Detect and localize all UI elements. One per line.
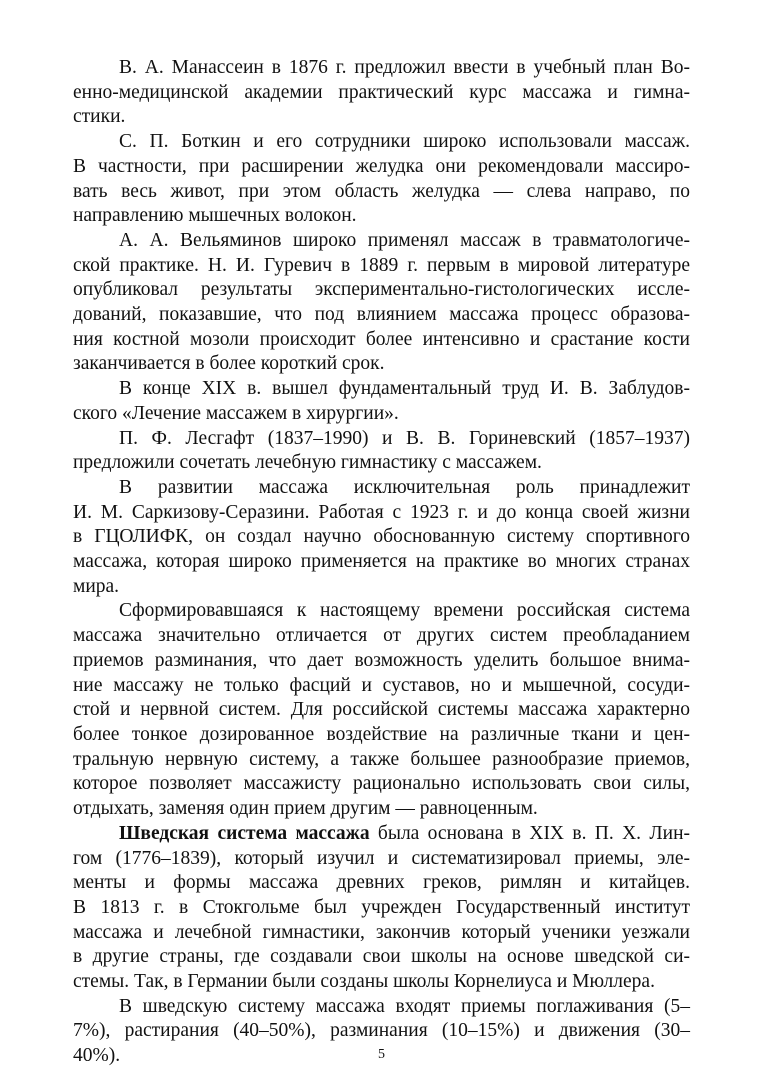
text-line xyxy=(73,822,690,847)
text-line: А. А. Вельяминов широко применял массаж в травматологиче- xyxy=(119,229,690,251)
text-line: С. П. Боткин и его сотрудники широко использовали массаж. xyxy=(119,131,690,153)
text-line: тральную нервную систему, а также большее разнообразие приемов, xyxy=(73,748,690,770)
document-body xyxy=(73,56,690,1069)
text-line: стики. xyxy=(73,106,126,128)
paragraph xyxy=(73,476,690,600)
bold-lead-term: Шведская система массажа xyxy=(119,822,370,844)
text-line: 7%), растирания (40–50%), разминания (10–15%) и движения (30– xyxy=(73,1020,690,1042)
text-line: енно-медицинской академии практический курс массажа и гимна- xyxy=(73,81,690,103)
paragraph xyxy=(73,130,690,229)
text-line: 40%). xyxy=(73,1045,121,1067)
text-line: отдыхать, заменяя один прием другим — равноценным. xyxy=(73,798,538,820)
text-line: И. М. Саркизову-Серазини. Работая с 1923 г. и до конца своей жизни xyxy=(73,501,690,523)
line-text: была основана в XIX в. П. Х. Лин- xyxy=(369,822,690,844)
text-line: Сформировавшаяся к настоящему времени российская система xyxy=(119,600,690,622)
paragraph xyxy=(73,822,690,995)
text-line: П. Ф. Лесгафт (1837–1990) и В. В. Гориневский (1857–1937) xyxy=(119,427,690,449)
text-line: в ГЦОЛИФК, он создал научно обоснованную систему спортивного xyxy=(73,526,690,548)
text-line: дований, показавшие, что под влиянием массажа процесс образова- xyxy=(73,304,690,326)
text-line: В. А. Манассеин в 1876 г. предложил ввести в учебный план Во- xyxy=(119,57,690,78)
text-line: ского «Лечение массажем в хирургии». xyxy=(73,402,399,424)
text-line: в другие страны, где создавали свои школы на основе шведской си- xyxy=(73,946,690,968)
text-line: ния костной мозоли происходит более интенсивно и срастание кости xyxy=(73,328,690,350)
text-line: приемов разминания, что дает возможность уделить большое внима- xyxy=(73,649,690,671)
text-line: массажа значительно отличается от других систем преобладанием xyxy=(73,625,690,647)
text-line: опубликовал результаты экспериментально-гистологических иссле- xyxy=(73,279,690,301)
text-line: В шведскую систему массажа входят приемы поглаживания (5– xyxy=(119,995,690,1017)
text-line: менты и формы массажа древних греков, римлян и китайцев. xyxy=(73,872,690,894)
text-line: ской практике. Н. И. Гуревич в 1889 г. первым в мировой литературе xyxy=(73,254,690,276)
text-line: которое позволяет массажисту рационально использовать свои силы, xyxy=(73,773,690,795)
paragraph xyxy=(73,427,690,476)
text-line: В частности, при расширении желудка они рекомендовали массиро- xyxy=(73,155,690,177)
paragraph xyxy=(73,377,690,426)
paragraph xyxy=(73,229,690,377)
text-line: более тонкое дозированное воздействие на различные ткани и цен- xyxy=(73,723,690,745)
text-line: направлению мышечных волокон. xyxy=(73,205,357,227)
text-line: мира. xyxy=(73,575,120,597)
text-line: предложили сочетать лечебную гимнастику с массажем. xyxy=(73,452,542,474)
text-line: стой и нервной систем. Для российской системы массажа характерно xyxy=(73,699,690,721)
paragraph xyxy=(73,599,690,821)
text-line: массажа, которая широко применяется на практике во многих странах xyxy=(73,551,690,573)
text-line: массажа и лечебной гимнастики, закончив который ученики уезжали xyxy=(73,921,690,943)
paragraph xyxy=(73,56,690,130)
text-line: заканчивается в более короткий срок. xyxy=(73,353,385,375)
text-line: В 1813 г. в Стокгольме был учрежден Государственный институт xyxy=(73,896,690,918)
text-line: гом (1776–1839), который изучил и систематизировал приемы, эле- xyxy=(73,847,690,869)
text-line: В развитии массажа исключительная роль принадлежит xyxy=(119,476,690,498)
text-line: стемы. Так, в Германии были созданы школы Корнелиуса и Мюллера. xyxy=(73,971,655,993)
page-number: 5 xyxy=(378,1047,385,1062)
text-line: В конце XIX в. вышел фундаментальный труд И. В. Заблудов- xyxy=(119,378,690,400)
text-line: ние массажу не только фасций и суставов, но и мышечной, сосуди- xyxy=(73,674,690,696)
text-line: вать весь живот, при этом область желудка — слева направо, по xyxy=(73,180,690,202)
